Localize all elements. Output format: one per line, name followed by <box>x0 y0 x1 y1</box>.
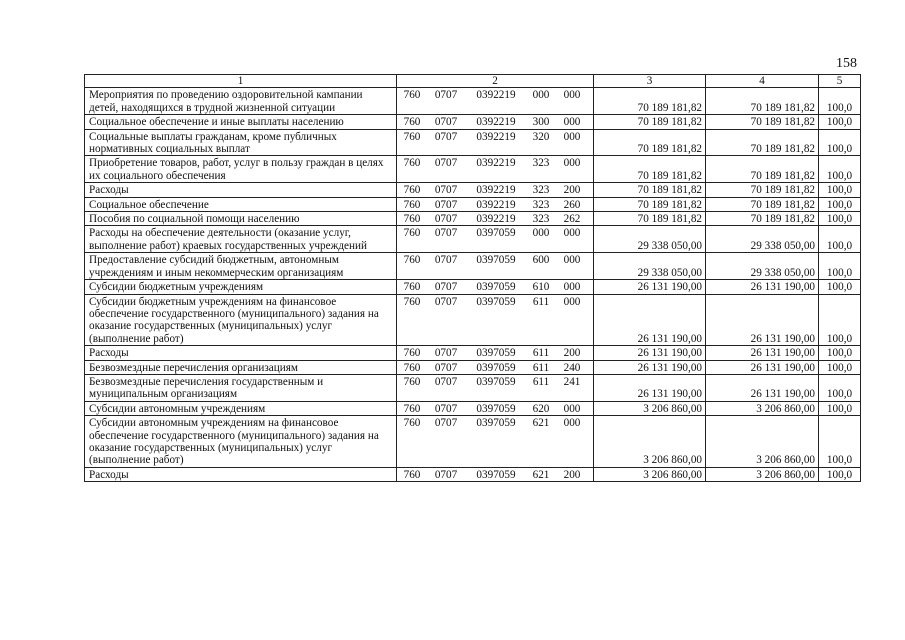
row-executed: 26 131 190,00 <box>706 280 819 294</box>
code-target: 0392219 <box>476 157 516 170</box>
row-percent: 100,0 <box>819 294 861 346</box>
code-target: 0397059 <box>476 468 516 481</box>
row-name: Расходы на обеспечение деятельности (оказание услуг, выполнение работ) краевых государственных учреждений <box>85 226 397 253</box>
row-percent: 100,0 <box>819 360 861 374</box>
code-kosgu: 240 <box>563 361 581 374</box>
header-row <box>85 75 861 88</box>
row-code <box>397 374 594 401</box>
row-code <box>397 294 594 346</box>
table-row <box>85 212 861 226</box>
table-row <box>85 226 861 253</box>
code-section: 0707 <box>434 227 458 240</box>
row-name: Расходы <box>85 467 397 481</box>
row-executed: 70 189 181,82 <box>706 129 819 156</box>
row-planned: 70 189 181,82 <box>594 129 706 156</box>
code-admin: 760 <box>403 468 421 481</box>
row-executed: 26 131 190,00 <box>706 294 819 346</box>
code-expense-type: 621 <box>532 468 550 481</box>
code-expense-type: 323 <box>532 184 550 197</box>
page-number: 158 <box>836 56 857 71</box>
table-body <box>85 88 861 482</box>
code-expense-type: 620 <box>532 402 550 415</box>
row-code <box>397 467 594 481</box>
row-executed: 3 206 860,00 <box>706 416 819 468</box>
code-admin: 760 <box>403 89 421 102</box>
row-planned: 70 189 181,82 <box>594 183 706 197</box>
row-percent: 100,0 <box>819 88 861 115</box>
table-row <box>85 183 861 197</box>
code-expense-type: 611 <box>532 347 550 360</box>
row-name: Социальное обеспечение <box>85 197 397 211</box>
code-admin: 760 <box>403 130 421 143</box>
row-executed: 29 338 050,00 <box>706 226 819 253</box>
table-row <box>85 401 861 415</box>
row-code <box>397 280 594 294</box>
table-row <box>85 374 861 401</box>
row-executed: 70 189 181,82 <box>706 115 819 129</box>
table-row <box>85 115 861 129</box>
code-expense-type: 300 <box>532 116 550 129</box>
row-name: Пособия по социальной помощи населению <box>85 212 397 226</box>
code-section: 0707 <box>434 184 458 197</box>
code-kosgu: 241 <box>563 375 581 388</box>
code-section: 0707 <box>434 295 458 308</box>
table-row <box>85 88 861 115</box>
code-admin: 760 <box>403 213 421 226</box>
row-code <box>397 115 594 129</box>
row-planned: 3 206 860,00 <box>594 416 706 468</box>
code-expense-type: 323 <box>532 157 550 170</box>
row-percent: 100,0 <box>819 183 861 197</box>
header-col-3: 3 <box>594 75 706 88</box>
row-code <box>397 226 594 253</box>
row-code <box>397 88 594 115</box>
table-row <box>85 467 861 481</box>
row-planned: 70 189 181,82 <box>594 115 706 129</box>
code-kosgu: 200 <box>563 347 581 360</box>
row-planned: 70 189 181,82 <box>594 212 706 226</box>
row-planned: 29 338 050,00 <box>594 253 706 280</box>
code-target: 0392219 <box>476 130 516 143</box>
row-percent: 100,0 <box>819 253 861 280</box>
code-kosgu: 000 <box>563 281 581 294</box>
code-target: 0397059 <box>476 281 516 294</box>
code-kosgu: 000 <box>563 157 581 170</box>
row-executed: 26 131 190,00 <box>706 360 819 374</box>
code-expense-type: 610 <box>532 281 550 294</box>
row-percent: 100,0 <box>819 156 861 183</box>
row-code <box>397 416 594 468</box>
code-kosgu: 000 <box>563 116 581 129</box>
row-planned: 26 131 190,00 <box>594 374 706 401</box>
code-kosgu: 200 <box>563 468 581 481</box>
row-name: Приобретение товаров, работ, услуг в пользу граждан в целях их социального обеспечения <box>85 156 397 183</box>
row-code <box>397 129 594 156</box>
code-section: 0707 <box>434 254 458 267</box>
row-name: Социальное обеспечение и иные выплаты населению <box>85 115 397 129</box>
row-name: Безвозмездные перечисления государственным и муниципальным организациям <box>85 374 397 401</box>
code-kosgu: 200 <box>563 184 581 197</box>
code-target: 0392219 <box>476 184 516 197</box>
table-row <box>85 197 861 211</box>
row-executed: 70 189 181,82 <box>706 88 819 115</box>
header-col-5: 5 <box>819 75 861 88</box>
code-expense-type: 611 <box>532 375 550 388</box>
row-planned: 26 131 190,00 <box>594 346 706 360</box>
table-row <box>85 156 861 183</box>
row-executed: 26 131 190,00 <box>706 346 819 360</box>
row-code <box>397 346 594 360</box>
code-admin: 760 <box>403 375 421 388</box>
code-kosgu: 000 <box>563 130 581 143</box>
row-code <box>397 360 594 374</box>
row-name: Безвозмездные перечисления организациям <box>85 360 397 374</box>
row-percent: 100,0 <box>819 416 861 468</box>
code-admin: 760 <box>403 347 421 360</box>
row-percent: 100,0 <box>819 115 861 129</box>
code-target: 0397059 <box>476 227 516 240</box>
row-planned: 26 131 190,00 <box>594 294 706 346</box>
row-name: Субсидии автономным учреждениям на финансовое обеспечение государственного (муниципального) задания на оказание государственных (муниципальных) услуг (выполнение работ) <box>85 416 397 468</box>
row-planned: 29 338 050,00 <box>594 226 706 253</box>
code-target: 0397059 <box>476 295 516 308</box>
code-target: 0397059 <box>476 361 516 374</box>
code-kosgu: 000 <box>563 417 581 430</box>
row-name: Субсидии автономным учреждениям <box>85 401 397 415</box>
code-section: 0707 <box>434 116 458 129</box>
row-planned: 70 189 181,82 <box>594 156 706 183</box>
row-percent: 100,0 <box>819 197 861 211</box>
row-planned: 3 206 860,00 <box>594 401 706 415</box>
code-kosgu: 000 <box>563 89 581 102</box>
row-percent: 100,0 <box>819 212 861 226</box>
row-name: Субсидии бюджетным учреждениям на финансовое обеспечение государственного (муниципального) задания на оказание государственных (муниципальных) услуг (выполнение работ) <box>85 294 397 346</box>
row-name: Субсидии бюджетным учреждениям <box>85 280 397 294</box>
row-percent: 100,0 <box>819 226 861 253</box>
code-kosgu: 260 <box>563 198 581 211</box>
code-admin: 760 <box>403 402 421 415</box>
code-expense-type: 000 <box>532 89 550 102</box>
code-admin: 760 <box>403 198 421 211</box>
row-name: Социальные выплаты гражданам, кроме публичных нормативных социальных выплат <box>85 129 397 156</box>
row-planned: 26 131 190,00 <box>594 360 706 374</box>
code-target: 0392219 <box>476 213 516 226</box>
row-percent: 100,0 <box>819 467 861 481</box>
row-executed: 3 206 860,00 <box>706 467 819 481</box>
code-section: 0707 <box>434 375 458 388</box>
row-code <box>397 212 594 226</box>
row-planned: 70 189 181,82 <box>594 197 706 211</box>
row-executed: 70 189 181,82 <box>706 212 819 226</box>
code-expense-type: 600 <box>532 254 550 267</box>
row-percent: 100,0 <box>819 374 861 401</box>
code-target: 0397059 <box>476 417 516 430</box>
code-section: 0707 <box>434 198 458 211</box>
row-code <box>397 156 594 183</box>
row-code <box>397 183 594 197</box>
code-kosgu: 000 <box>563 295 581 308</box>
code-admin: 760 <box>403 157 421 170</box>
table-row <box>85 416 861 468</box>
row-planned: 3 206 860,00 <box>594 467 706 481</box>
row-code <box>397 197 594 211</box>
row-code <box>397 253 594 280</box>
code-expense-type: 611 <box>532 295 550 308</box>
code-expense-type: 323 <box>532 213 550 226</box>
table-row <box>85 280 861 294</box>
code-section: 0707 <box>434 361 458 374</box>
code-admin: 760 <box>403 295 421 308</box>
code-target: 0397059 <box>476 402 516 415</box>
table-row <box>85 360 861 374</box>
row-planned: 26 131 190,00 <box>594 280 706 294</box>
row-executed: 70 189 181,82 <box>706 197 819 211</box>
row-percent: 100,0 <box>819 129 861 156</box>
row-name: Расходы <box>85 183 397 197</box>
table-row <box>85 346 861 360</box>
row-name: Предоставление субсидий бюджетным, автономным учреждениям и иным некоммерческим организациям <box>85 253 397 280</box>
code-admin: 760 <box>403 361 421 374</box>
code-target: 0397059 <box>476 375 516 388</box>
code-admin: 760 <box>403 116 421 129</box>
code-target: 0392219 <box>476 198 516 211</box>
budget-table <box>84 74 861 482</box>
code-kosgu: 000 <box>563 227 581 240</box>
code-expense-type: 320 <box>532 130 550 143</box>
code-target: 0392219 <box>476 89 516 102</box>
code-admin: 760 <box>403 184 421 197</box>
table-row <box>85 253 861 280</box>
row-executed: 29 338 050,00 <box>706 253 819 280</box>
code-target: 0392219 <box>476 116 516 129</box>
code-expense-type: 611 <box>532 361 550 374</box>
code-section: 0707 <box>434 157 458 170</box>
row-name: Расходы <box>85 346 397 360</box>
row-executed: 70 189 181,82 <box>706 156 819 183</box>
header-col-2: 2 <box>397 75 594 88</box>
code-section: 0707 <box>434 417 458 430</box>
code-section: 0707 <box>434 281 458 294</box>
code-section: 0707 <box>434 89 458 102</box>
row-planned: 70 189 181,82 <box>594 88 706 115</box>
code-expense-type: 323 <box>532 198 550 211</box>
code-kosgu: 262 <box>563 213 581 226</box>
code-target: 0397059 <box>476 347 516 360</box>
row-percent: 100,0 <box>819 346 861 360</box>
row-executed: 70 189 181,82 <box>706 183 819 197</box>
code-section: 0707 <box>434 468 458 481</box>
code-expense-type: 621 <box>532 417 550 430</box>
row-executed: 26 131 190,00 <box>706 374 819 401</box>
row-executed: 3 206 860,00 <box>706 401 819 415</box>
row-code <box>397 401 594 415</box>
code-section: 0707 <box>434 213 458 226</box>
code-admin: 760 <box>403 417 421 430</box>
table-row <box>85 294 861 346</box>
row-name: Мероприятия по проведению оздоровительной кампании детей, находящихся в трудной жизненной ситуации <box>85 88 397 115</box>
row-percent: 100,0 <box>819 280 861 294</box>
code-kosgu: 000 <box>563 254 581 267</box>
code-section: 0707 <box>434 130 458 143</box>
code-target: 0397059 <box>476 254 516 267</box>
code-expense-type: 000 <box>532 227 550 240</box>
code-admin: 760 <box>403 281 421 294</box>
row-percent: 100,0 <box>819 401 861 415</box>
code-section: 0707 <box>434 402 458 415</box>
code-admin: 760 <box>403 227 421 240</box>
code-kosgu: 000 <box>563 402 581 415</box>
header-col-4: 4 <box>706 75 819 88</box>
table-row <box>85 129 861 156</box>
header-col-1: 1 <box>85 75 397 88</box>
code-admin: 760 <box>403 254 421 267</box>
code-section: 0707 <box>434 347 458 360</box>
